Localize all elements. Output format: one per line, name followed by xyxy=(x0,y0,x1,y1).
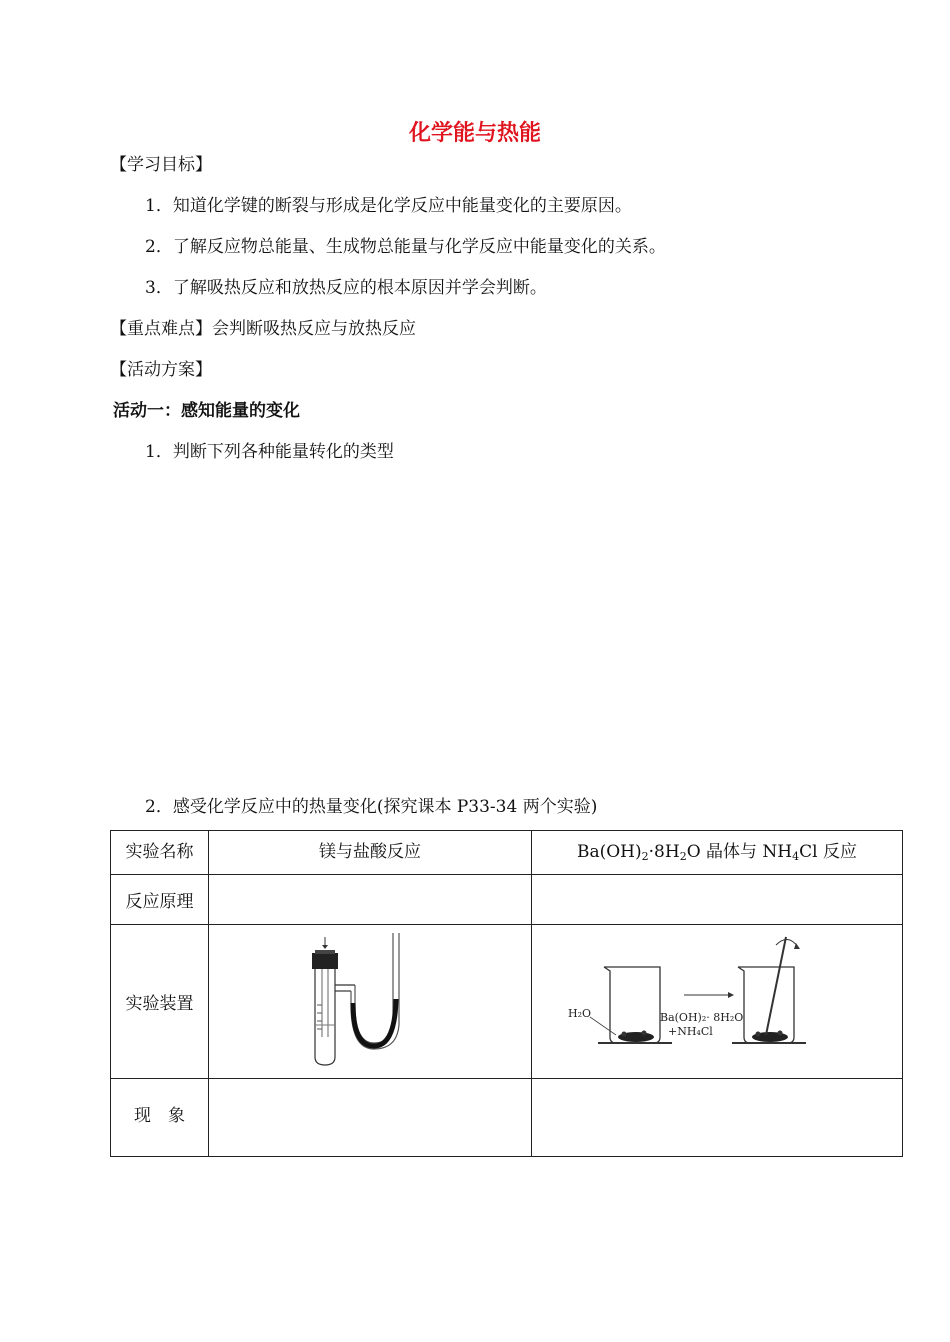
cell-phenomenon-2[interactable] xyxy=(532,1079,903,1157)
item-heat-change: 2．感受化学反应中的热量变化(探究课本 P33-34 两个实验) xyxy=(145,797,598,817)
table-row-phenomenon xyxy=(111,1079,903,1157)
goal-item-2: 2．了解反应物总能量、生成物总能量与化学反应中能量变化的关系。 xyxy=(145,237,666,257)
test-tube-u-tube-diagram xyxy=(209,925,531,1073)
table-row-header xyxy=(111,831,903,875)
cell-phenomenon-1[interactable] xyxy=(209,1079,532,1157)
cell-principle-1[interactable] xyxy=(209,875,532,925)
goal-item-3: 3．了解吸热反应和放热反应的根本原因并学会判断。 xyxy=(145,278,547,298)
activity-one-title: 活动一：感知能量的变化 xyxy=(113,401,300,421)
experiment-table xyxy=(110,830,903,1157)
header-experiment-name: 实验名称 xyxy=(111,831,209,875)
table-row-principle xyxy=(111,875,903,925)
item-energy-conversion: 1．判断下列各种能量转化的类型 xyxy=(145,442,394,462)
cell-principle-2[interactable] xyxy=(532,875,903,925)
label-reagent-1: Ba(OH)₂· 8H₂O xyxy=(660,1011,744,1024)
table-row-apparatus xyxy=(111,925,903,1079)
row-label-principle: 反应原理 xyxy=(111,875,209,925)
label-reagent-2: +NH₄Cl xyxy=(668,1025,713,1038)
activity-plan-heading: 【活动方案】 xyxy=(110,360,212,380)
row-label-phenomenon: 现 象 xyxy=(111,1079,209,1157)
page-title: 化学能与热能 xyxy=(408,121,541,146)
label-water: H₂O xyxy=(568,1007,592,1020)
header-magnesium-hcl: 镁与盐酸反应 xyxy=(209,831,532,875)
key-points: 【重点难点】会判断吸热反应与放热反应 xyxy=(110,319,416,339)
goals-heading: 【学习目标】 xyxy=(110,155,212,175)
header-barium-ammonium: Ba(OH)2·8H2O 晶体与 NH4Cl 反应 xyxy=(532,831,903,875)
row-label-apparatus: 实验装置 xyxy=(111,925,209,1079)
cell-apparatus-2 xyxy=(532,925,903,1079)
goal-item-1: 1．知道化学键的断裂与形成是化学反应中能量变化的主要原因。 xyxy=(145,196,632,216)
cell-apparatus-1 xyxy=(209,925,532,1079)
beaker-stirring-diagram xyxy=(532,925,902,1073)
